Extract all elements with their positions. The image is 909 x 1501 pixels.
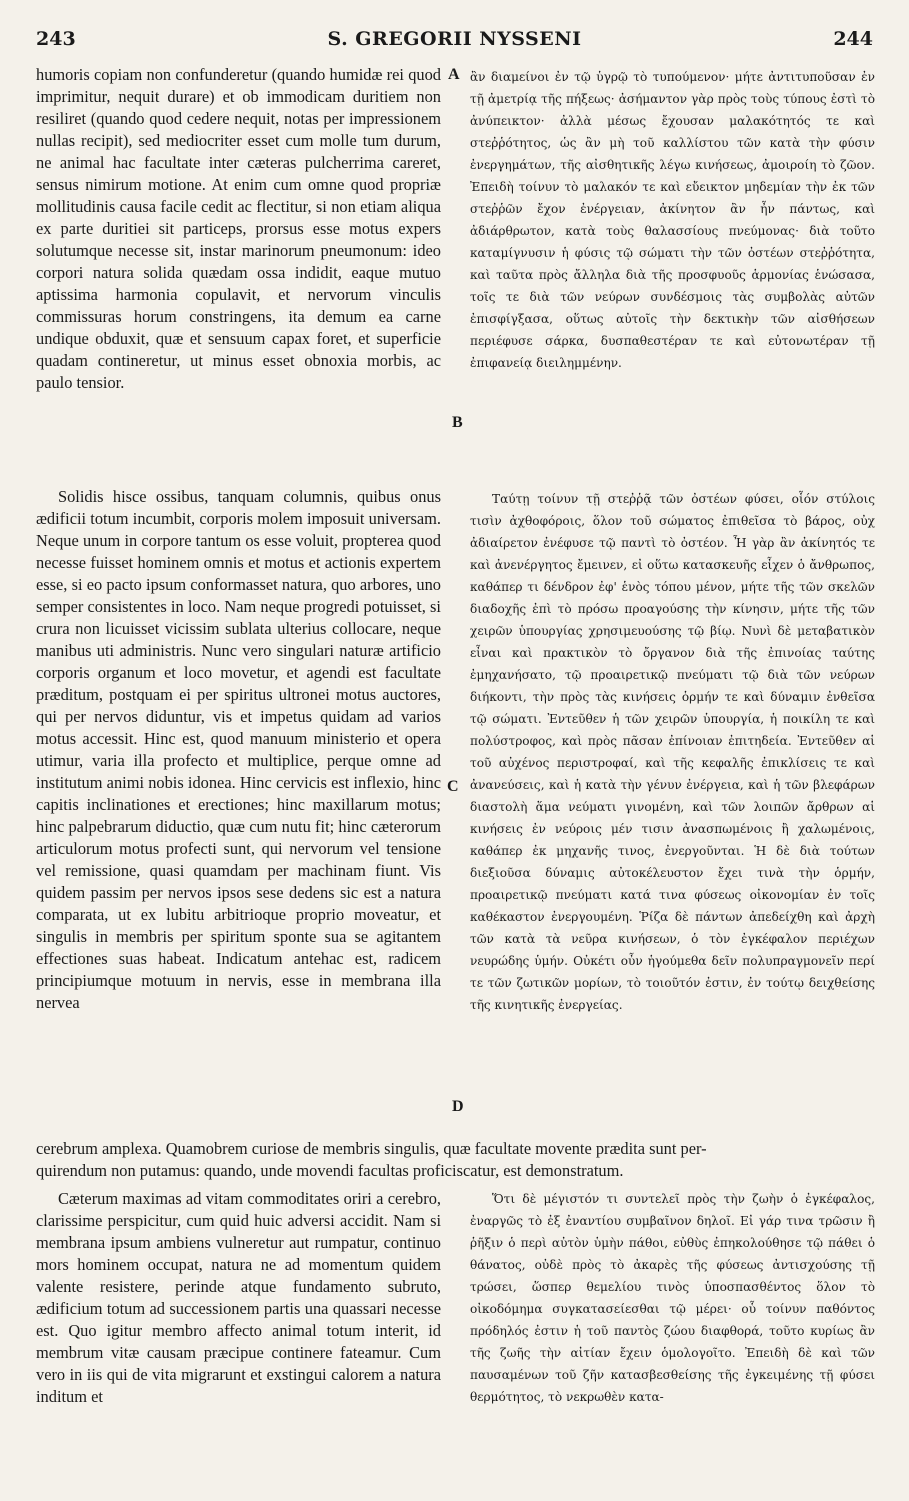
joint-text-1: cerebrum amplexa. Quamobrem curiose de membris singulis, quæ facultate movente prædita sunt per- bbox=[36, 1139, 707, 1158]
greek-text-1: ἂν διαμείνοι ἐν τῷ ὑγρῷ τὸ τυπούμενον· μήτε ἀντιτυποῦσαν ἐν τῇ ἀμετρίᾳ τῆς πήξεως· ἀσήμαντον γὰρ πρὸς τοὺς τύπους ἐστὶ τὸ ἀνύπεικτον· ἀλλὰ μέσως ἔχουσαν μαλακότητός τε καὶ στεῤῥότητος, ὡς ἂν μὴ τοῦ καλλίστου τῶν κατὰ τὴν φύσιν ἐνεργημάτων, τῆς αἰσθητικῆς λέγω κινήσεως, ἀμοιροίη τὸ ζῶον. Ἐπειδὴ τοίνυν τὸ μαλακόν τε καὶ εὔεικτον μηδεμίαν τὴν ἐκ τῶν στεῤῥῶν ἔχον ἐνέργειαν, ἀκίνητον ἂν ἦν πάντως, καὶ ἀδιάρθρωτον, κατὰ τοὺς θαλασσίους πνεύμονας· διὰ τοῦτο καταμίγνυσιν ἡ φύσις τῷ σώματι τὴν τῶν ὀστέων στεῤῥότητα, καὶ ταῦτα πρὸς ἄλληλα διὰ τῆς προσφυοῦς ἁρμονίας ἑνώσασα, τοῖς τε διὰ τῶν νεύρων συνδέσμοις τὰς συμβολὰς αὐτῶν ἐπισφίγξασα, οὕτως αὐτοῖς τὴν δεκτικὴν τῶν αἰσθήσεων περιέφυσε σάρκα, δυσπαθεστέραν τε καὶ εὐτονωτέραν τῇ ἐπιφανείᾳ διειλημμένην. bbox=[470, 70, 875, 370]
margin-marker-a: A bbox=[448, 66, 460, 83]
joint-text-2: quirendum non putamus: quando, unde movendi facultas proficiscatur, est demonstratum. bbox=[36, 1161, 624, 1180]
page-number-left: 243 bbox=[36, 28, 76, 50]
margin-marker-c: C bbox=[447, 778, 459, 795]
latin-paragraph-2 bbox=[36, 486, 441, 1142]
latin-paragraph-3 bbox=[36, 1188, 441, 1488]
margin-marker-b: B bbox=[452, 414, 463, 431]
full-width-line-2 bbox=[36, 1160, 876, 1182]
full-width-line-1 bbox=[36, 1138, 876, 1160]
latin-text-2: Solidis hisce ossibus, tanquam columnis, quibus onus ædificii totum incumbit, corporis molem imposuit universam. Neque unum in corpore tantum os esse voluit, propterea quod necesse fuisset hominem omnis et motus et actionis expertem esse, si eo pacto ipsum conformasset natura, quo arbores, uno semper consistentes in loco. Nam neque progredi potuisset, si crura non licuisset vicissim sublata ulterius collocare, neque manibus uti administris. Nunc vero singulari naturæ artificio corporis organum et loco movetur, et agendi est facultate præditum, postquam ei per spiritus ultronei motus auctores, qui per nervos diduntur, vis et impetus quidam ad varios motus accessit. Hinc est, quod manuum ministerio et opera utimur, varia illa profecto et multiplice, perque omne ad institutum animi nobis idonea. Hinc cervicis est inflexio, hinc capitis inclinationes et erectiones; hinc maxillarum motus; hinc palpebrarum diductio, quæ cum nutu fit; hinc cæterorum articulorum motus profecti sunt, qui nervorum vel tensione vel remissione, quasi quamdam per machinam fiunt. Vis quidem passim per nervos ipsos sese dedens sic est a natura comparata, ut ex lubitu arbitrioque proprio moveatur, et singulis in membris per spiritum sponte sua se agitantem effectiones suas habeat. Indicatum antehac est, radicem principiumque motuum in nervis, esse in membrana illa nervea bbox=[36, 487, 441, 1012]
running-header bbox=[36, 28, 873, 58]
greek-paragraph-2 bbox=[470, 488, 875, 1130]
latin-text-1: humoris copiam non confunderetur (quando humidæ rei quod imprimitur, nequit durare) et ob immodicam duritiem non resiliret (quando quod cedere nequit, notas per impressionem nullas recipit), sed mediocriter esset cum molle tum durum, ne animal hac facultate inter cæteras pulcherrima careret, sensus nimirum motione. At enim cum omne quod propriæ mollitudinis causa facile cedit ac flectitur, si non etiam aliqua ex parte duritiei sit particeps, prorsus esse motus expers solutumque necesse sit, instar marinorum pneumonum: ideo corpori natura solida quædam ossa indidit, eaque mutuo aptissima harmonia copulavit, et nervorum vinculis commissuras horum constringens, ita demum ea carne undique obduxit, quæ et sensuum capax foret, et superficie quadam contineretur, ut minus esset obnoxia morbis, ac paulo tensior. bbox=[36, 65, 441, 392]
greek-paragraph-1 bbox=[470, 66, 875, 466]
latin-paragraph-1 bbox=[36, 64, 441, 484]
latin-text-3: Cæterum maximas ad vitam commoditates oriri a cerebro, clarissime perspicitur, cum quid huic adversi accidit. Nam si membrana ipsum ambiens vulneretur aut rumpatur, continuo mors hominem occupat, natura ne ad momentum quidem valente resistere, perinde atque fundamento subruto, ædificium totum ad successionem partis una quassari necesse est. Quo igitur membro affecto animal totum interit, id membrum vitæ causam præcipue continere fateamur. Cum vero in iis qui de vita migrarunt et exstingui calorem a natura inditum et bbox=[36, 1189, 441, 1406]
running-title: S. GREGORII NYSSENI bbox=[327, 28, 582, 50]
page-number-right: 244 bbox=[833, 28, 873, 50]
greek-paragraph-3 bbox=[470, 1188, 875, 1488]
greek-text-3: Ὅτι δὲ μέγιστόν τι συντελεῖ πρὸς τὴν ζωὴν ὁ ἐγκέφαλος, ἐναργῶς τὸ ἐξ ἐναντίου συμβαῖνον δηλοῖ. Εἰ γάρ τινα τρῶσιν ἢ ῥῆξιν ὁ περὶ αὐτὸν ὑμὴν πάθοι, εὐθὺς ἐπηκολούθησε τῷ πάθει ὁ θάνατος, οὐδὲ πρὸς τὸ ἀκαρὲς τῆς φύσεως ἀντισχούσης τῇ τρώσει, ὥσπερ θεμελίου τινὸς ὑποσπασθέντος ὅλον τὸ οἰκοδόμημα συγκατασείεσθαι τῷ μέρει· οὗ τοίνυν παθόντος πρόδηλός ἐστιν ἡ τοῦ παντὸς ζώου διαφθορά, τοῦτο κυρίως ἂν τῆς ζωῆς τὴν αἰτίαν ἔχειν ὁμολογοῖτο. Ἐπειδὴ δὲ καὶ τῶν παυσαμένων τοῦ ζῆν κατασβεσθείσης τῆς ἐγκειμένης τῇ φύσει θερμότητος, τὸ νεκρωθὲν κατα- bbox=[470, 1192, 875, 1404]
greek-text-2: Ταύτῃ τοίνυν τῇ στεῤῥᾷ τῶν ὀστέων φύσει, οἷόν στύλοις τισὶν ἀχθοφόροις, ὅλον τοῦ σώματος ἐπιθεῖσα τὸ βάρος, οὐχ ἀδιαίρετον ἐνέφυσε τῷ παντὶ τὸ ὀστέον. Ἦ γὰρ ἂν ἀκίνητός τε καὶ ἀνενέργητος ἔμεινεν, εἰ οὕτω κατασκευῆς εἶχεν ὁ ἄνθρωπος, καθάπερ τι δένδρον ἐφ' ἑνὸς τόπου μένον, μήτε τῆς τῶν σκελῶν διαδοχῆς ἐπὶ τὸ πρόσω προαγούσης τὴν κίνησιν, μήτε τῆς τῶν χειρῶν ὑπουργίας χρησιμευούσης τῷ βίῳ. Νυνὶ δὲ μεταβατικὸν εἶναι καὶ πρακτικὸν τὸ ὄργανον διὰ τῆς ἐπινοίας ταύτης ἐμηχανήσατο, τῷ προαιρετικῷ πνεύματι τῷ διὰ τῶν νεύρων διήκοντι, τὴν πρὸς τὰς κινήσεις ὁρμήν τε καὶ δύναμιν ἐνθεῖσα τῷ σώματι. Ἐντεῦθεν ἡ τῶν χειρῶν ὑπουργία, ἡ ποικίλη τε καὶ πολύστροφος, καὶ πρὸς πᾶσαν ἐπίνοιαν ἐπιτηδεία. Ἐντεῦθεν αἱ τοῦ αὐχένος περιστροφαί, καὶ τῆς κεφαλῆς ἐπικλίσεις τε καὶ ἀνανεύσεις, καὶ ἡ κατὰ τὴν γένυν ἐνέργεια, καὶ ἡ τῶν βλεφάρων διαστολὴ ἅμα νεύματι γινομένη, καὶ τῶν λοιπῶν ἄρθρων αἱ κινήσεις ἐν νεύροις μέν τισιν ἀνασπωμένοις ἢ χαλωμένοις, καθάπερ ἐκ μηχανῆς τινος, ἐνεργοῦνται. Ἡ δὲ διὰ τούτων διεξιοῦσα δύναμις αὐτοκέλευστον ἔχει τινὰ τὴν ὁρμήν, προαιρετικῷ πνεύματι κατά τινα φύσεως οἰκονομίαν ἐν τοῖς καθέκαστον ἐνεργουμένη. Ῥίζα δὲ πάντων ἀπεδείχθη καὶ ἀρχὴ τῶν κατὰ τὰ νεῦρα κινήσεων, ὁ τὸν ἐγκέφαλον περιέχων νευρώδης ὑμήν. Οὐκέτι οὖν ἡγούμεθα δεῖν πολυπραγμονεῖν περί τε τῶν ζωτικῶν μορίων, τὸ τοιοῦτόν ἐστιν, ἐν τούτῳ δειχθείσης τῆς κινητικῆς ἐνεργείας. bbox=[470, 492, 875, 1012]
margin-marker-d: D bbox=[452, 1098, 464, 1115]
